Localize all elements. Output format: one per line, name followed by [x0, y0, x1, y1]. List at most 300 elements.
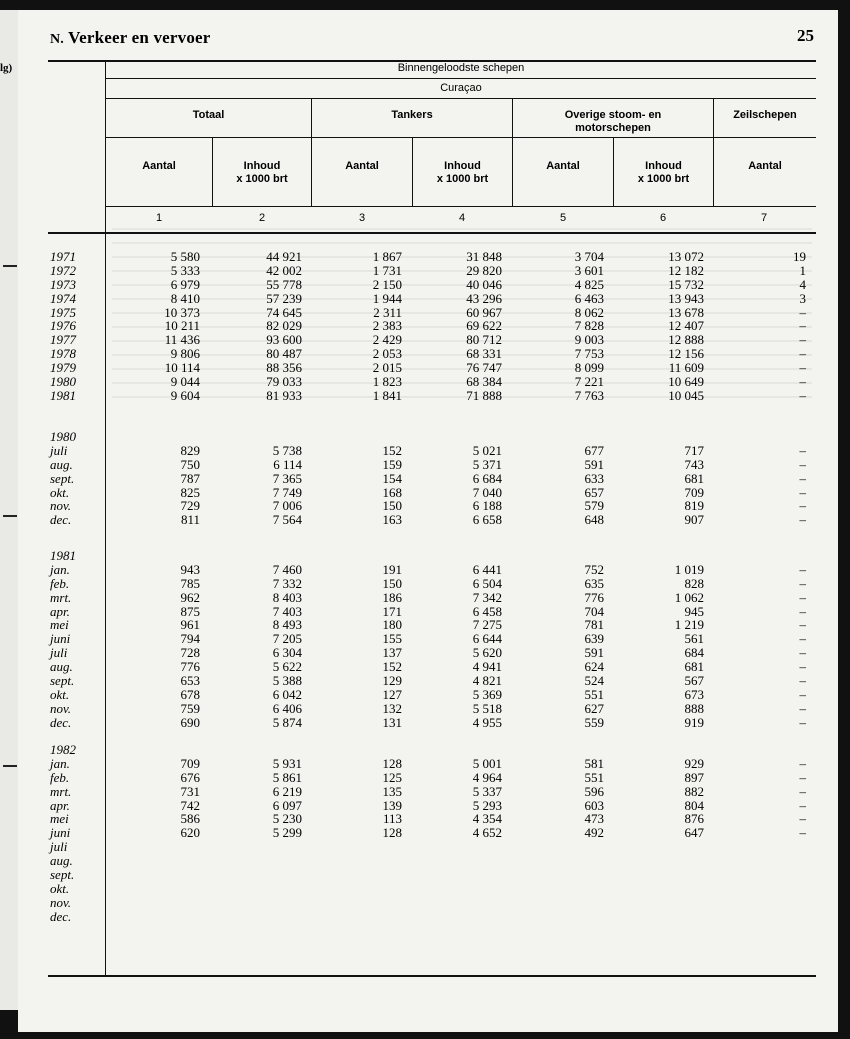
- table-cell: 2 429: [372, 332, 402, 348]
- table-cell: 9 806: [170, 346, 200, 362]
- table-cell: 6 463: [574, 290, 604, 306]
- table-cell: 781: [584, 617, 604, 633]
- table-cell: 551: [584, 686, 604, 702]
- table-cell: –: [799, 714, 806, 730]
- table-cell: 7 828: [574, 318, 604, 334]
- column-c3: [320, 563, 402, 730]
- table-cell: 71 888: [466, 387, 502, 403]
- table-cell: 150: [382, 575, 402, 591]
- table-cell: 6 458: [472, 603, 502, 619]
- table-cell: 2 383: [372, 318, 402, 334]
- inhoud-label: Inhoud: [243, 160, 281, 172]
- table-cell: –: [799, 498, 806, 514]
- table-cell: 8 403: [272, 589, 302, 605]
- table-cell: 129: [382, 673, 402, 689]
- table-cell: 6 504: [472, 575, 502, 591]
- row-label: nov.: [50, 894, 72, 910]
- table-cell: 76 747: [466, 360, 502, 376]
- column-c5: [520, 250, 604, 403]
- column-number: 1: [155, 212, 163, 224]
- row-label: juli: [50, 839, 68, 855]
- table-cell: 5 861: [272, 769, 302, 785]
- table-cell: 961: [180, 617, 200, 633]
- table-cell: 731: [180, 783, 200, 799]
- table-cell: –: [799, 360, 806, 376]
- table-cell: 31 848: [466, 249, 502, 264]
- inhoud-label: Inhoud: [444, 160, 481, 172]
- table-cell: 5 369: [472, 686, 502, 702]
- table-cell: 728: [180, 645, 200, 661]
- table-cell: 8 410: [170, 290, 200, 306]
- table-cell: 5 021: [472, 442, 502, 458]
- table-cell: 10 045: [668, 387, 704, 403]
- table-cell: –: [799, 673, 806, 689]
- table-cell: 648: [584, 512, 604, 528]
- table-cell: 8 493: [272, 617, 302, 633]
- column-c7: [720, 563, 806, 730]
- table-cell: 1 731: [372, 262, 402, 278]
- row-labels: [50, 549, 100, 730]
- row-label: juni: [50, 825, 71, 841]
- table-cell: 759: [180, 700, 200, 716]
- table-cell: 6 097: [272, 797, 302, 813]
- table-cell: –: [799, 561, 806, 577]
- row-label: okt.: [50, 686, 70, 702]
- table-cell: 492: [584, 825, 604, 841]
- table-cell: 6 114: [273, 456, 302, 472]
- table-cell: 787: [180, 470, 200, 486]
- table-cell: 819: [684, 498, 704, 514]
- group-overige: [513, 109, 713, 135]
- table-cell: 131: [382, 714, 402, 730]
- stub-divider: [105, 60, 106, 977]
- table-cell: 673: [684, 686, 704, 702]
- table-cell: 2 311: [373, 304, 402, 320]
- table-cell: 69 622: [466, 318, 502, 334]
- table-cell: 4: [799, 276, 806, 292]
- table-cell: 6 188: [472, 498, 502, 514]
- table-cell: 82 029: [266, 318, 302, 334]
- table-cell: 1 062: [674, 589, 704, 605]
- table-cell: –: [799, 659, 806, 675]
- column-c4: [420, 563, 502, 730]
- margin-text: lg): [0, 62, 13, 74]
- table-cell: 657: [584, 484, 604, 500]
- table-cell: 962: [180, 589, 200, 605]
- table-cell: 113: [382, 811, 402, 827]
- table-cell: 876: [684, 811, 704, 827]
- table-cell: 5 874: [272, 714, 302, 730]
- table-cell: –: [799, 617, 806, 633]
- table-cell: 704: [584, 603, 604, 619]
- table-cell: 888: [684, 700, 704, 716]
- row-label: jan.: [50, 561, 70, 577]
- table-cell: 717: [684, 442, 704, 458]
- table-cell: 5 371: [472, 456, 502, 472]
- table-cell: 559: [584, 714, 604, 730]
- table-cell: 13 943: [668, 290, 704, 306]
- subheader-aantal-3: Aantal: [345, 160, 379, 172]
- column-c2: [220, 444, 302, 527]
- table-cell: 7 365: [272, 470, 302, 486]
- table-cell: 154: [382, 470, 402, 486]
- row-label: juni: [50, 631, 71, 647]
- table-cell: 681: [684, 470, 704, 486]
- table-cell: –: [799, 470, 806, 486]
- column-c1: [120, 757, 200, 840]
- table-cell: 709: [180, 755, 200, 771]
- table-cell: 128: [382, 825, 402, 841]
- table-cell: 7 460: [272, 561, 302, 577]
- table-cell: 74 645: [266, 304, 302, 320]
- column-c5: [520, 563, 604, 730]
- table-cell: 929: [684, 755, 704, 771]
- column-number: 5: [559, 212, 567, 224]
- table-cell: 68 331: [466, 346, 502, 362]
- table-cell: 5 333: [170, 262, 200, 278]
- table-cell: –: [799, 346, 806, 362]
- table-cell: 907: [684, 512, 704, 528]
- table-cell: 12 407: [668, 318, 704, 334]
- table-cell: 690: [180, 714, 200, 730]
- column-c2: [220, 757, 302, 840]
- table-cell: 7 403: [272, 603, 302, 619]
- group-overige-line2: motorschepen: [575, 122, 651, 134]
- table-cell: 2 053: [372, 346, 402, 362]
- table-cell: –: [799, 442, 806, 458]
- table-cell: 729: [180, 498, 200, 514]
- table-cell: 579: [584, 498, 604, 514]
- table-cell: –: [799, 797, 806, 813]
- section-title-text: Verkeer en vervoer: [68, 28, 211, 47]
- table-cell: 79 033: [266, 374, 302, 390]
- row-label: dec.: [50, 714, 72, 730]
- row-label: apr.: [50, 603, 70, 619]
- table-cell: 7 221: [574, 374, 604, 390]
- row-label: nov.: [50, 700, 72, 716]
- row-label: apr.: [50, 797, 70, 813]
- table-cell: 639: [584, 631, 604, 647]
- table-cell: 473: [584, 811, 604, 827]
- table-cell: 5 299: [272, 825, 302, 841]
- table-cell: 10 649: [668, 374, 704, 390]
- table-cell: –: [799, 484, 806, 500]
- table-cell: 42 002: [266, 262, 302, 278]
- table-cell: 742: [180, 797, 200, 813]
- table-cell: 551: [584, 769, 604, 785]
- table-cell: 4 825: [574, 276, 604, 292]
- column-c6: [620, 250, 704, 403]
- table-cell: –: [799, 811, 806, 827]
- table-cell: 1 219: [674, 617, 704, 633]
- table-cell: 804: [684, 797, 704, 813]
- table-cell: 60 967: [466, 304, 502, 320]
- table-cell: 1 823: [372, 374, 402, 390]
- table-cell: 1 019: [674, 561, 704, 577]
- table-cell: 2 150: [372, 276, 402, 292]
- row-label: mei: [50, 617, 69, 633]
- table-cell: 13 072: [668, 249, 704, 264]
- section-letter: N.: [50, 32, 65, 47]
- table-cell: 1 841: [372, 387, 402, 403]
- subheader-aantal-7: Aantal: [748, 160, 782, 172]
- table-cell: 776: [180, 659, 200, 675]
- table-cell: 152: [382, 442, 402, 458]
- row-label: 1972: [50, 262, 76, 278]
- table-cell: 186: [382, 589, 402, 605]
- row-label: dec.: [50, 512, 72, 528]
- column-c1: [120, 444, 200, 527]
- group-totaal: Totaal: [192, 109, 225, 121]
- table-cell: 7 332: [272, 575, 302, 591]
- table-cell: –: [799, 456, 806, 472]
- row-label: 1981: [50, 548, 76, 563]
- table-cell: 7 753: [574, 346, 604, 362]
- table-cell: –: [799, 332, 806, 348]
- table-cell: 5 580: [170, 249, 200, 264]
- subheader-inhoud-2: [213, 160, 311, 186]
- table-cell: 5 388: [272, 673, 302, 689]
- table-cell: –: [799, 686, 806, 702]
- table-cell: 829: [180, 442, 200, 458]
- column-c1: [120, 563, 200, 730]
- subheader-inhoud-4: [413, 160, 512, 186]
- table-cell: –: [799, 700, 806, 716]
- table-cell: 5 230: [272, 811, 302, 827]
- table-cell: 3 601: [574, 262, 604, 278]
- table-cell: 561: [684, 631, 704, 647]
- table-cell: –: [799, 769, 806, 785]
- margin-dash: [3, 765, 17, 767]
- table-cell: 6 441: [472, 561, 502, 577]
- group-overige-line1: Overige stoom- en: [564, 109, 662, 121]
- table-cell: 7 564: [272, 512, 302, 528]
- table-cell: 139: [382, 797, 402, 813]
- table-cell: 55 778: [266, 276, 302, 292]
- table-cell: 5 518: [472, 700, 502, 716]
- table-cell: 633: [584, 470, 604, 486]
- table-cell: 681: [684, 659, 704, 675]
- row-label: sept.: [50, 673, 75, 689]
- table-cell: 919: [684, 714, 704, 730]
- table-cell: 57 239: [266, 290, 302, 306]
- column-c4: [420, 444, 502, 527]
- table-cell: –: [799, 374, 806, 390]
- table-cell: 128: [382, 755, 402, 771]
- column-c5: [520, 757, 604, 840]
- table-cell: 591: [584, 456, 604, 472]
- inhoud-unit: x 1000 brt: [637, 173, 690, 185]
- column-c7: [720, 444, 806, 527]
- table-cell: 1 944: [372, 290, 402, 306]
- row-labels: [50, 250, 100, 403]
- row-label: mrt.: [50, 589, 72, 605]
- table-cell: 676: [180, 769, 200, 785]
- row-label: 1973: [50, 276, 76, 292]
- table-cell: 125: [382, 769, 402, 785]
- column-c6: [620, 563, 704, 730]
- column-c2: [220, 563, 302, 730]
- table-cell: 171: [382, 603, 402, 619]
- bottom-rule: [48, 975, 816, 977]
- row-label: aug.: [50, 456, 73, 472]
- row-label: 1976: [50, 318, 76, 334]
- table-cell: 93 600: [266, 332, 302, 348]
- header-bottom-rule: [48, 232, 816, 234]
- row-label: 1971: [50, 249, 76, 264]
- row-labels: [50, 743, 100, 924]
- table-cell: 524: [584, 673, 604, 689]
- table-cell: 5 337: [472, 783, 502, 799]
- table-cell: 88 356: [266, 360, 302, 376]
- row-label: dec.: [50, 908, 72, 924]
- row-label: 1978: [50, 346, 76, 362]
- column-c5: [520, 444, 604, 527]
- row-label: juli: [50, 645, 68, 661]
- margin-dash: [3, 265, 17, 267]
- inhoud-label: Inhoud: [645, 160, 682, 172]
- table-cell: 6 406: [272, 700, 302, 716]
- table-cell: 1 867: [372, 249, 402, 264]
- table-cell: 7 040: [472, 484, 502, 500]
- table-cell: 180: [382, 617, 402, 633]
- table-cell: 6 304: [272, 645, 302, 661]
- row-label: sept.: [50, 867, 75, 883]
- table-cell: 40 046: [466, 276, 502, 292]
- table-cell: 7 275: [472, 617, 502, 633]
- table-cell: 6 644: [472, 631, 502, 647]
- table-cell: 9 003: [574, 332, 604, 348]
- table-cell: 6 042: [272, 686, 302, 702]
- row-label: 1975: [50, 304, 76, 320]
- table-cell: –: [799, 318, 806, 334]
- table-cell: –: [799, 512, 806, 528]
- table-cell: 4 955: [472, 714, 502, 730]
- column-c3: [320, 250, 402, 403]
- table-cell: –: [799, 589, 806, 605]
- table-cell: 677: [584, 442, 604, 458]
- table-cell: –: [799, 575, 806, 591]
- table-cell: 43 296: [466, 290, 502, 306]
- table-cell: 4 941: [472, 659, 502, 675]
- table-cell: 743: [684, 456, 704, 472]
- table-cell: 7 205: [272, 631, 302, 647]
- table-cell: 80 712: [466, 332, 502, 348]
- row-label: 1974: [50, 290, 76, 306]
- table-cell: 10 373: [164, 304, 200, 320]
- column-number: 3: [358, 212, 366, 224]
- row-label: feb.: [50, 575, 70, 591]
- table-cell: 6 219: [272, 783, 302, 799]
- table-cell: 5 620: [472, 645, 502, 661]
- row-label: 1981: [50, 387, 76, 403]
- table-cell: 5 293: [472, 797, 502, 813]
- table-cell: 159: [382, 456, 402, 472]
- table-cell: 591: [584, 645, 604, 661]
- table-cell: 137: [382, 645, 402, 661]
- table-cell: 11 436: [164, 332, 200, 348]
- column-c7: [720, 757, 806, 840]
- table-cell: 6 684: [472, 470, 502, 486]
- table-cell: 68 384: [466, 374, 502, 390]
- table-cell: 897: [684, 769, 704, 785]
- table-cell: 647: [684, 825, 704, 841]
- table-cell: 627: [584, 700, 604, 716]
- super-header: Binnengeloodste schepen: [397, 62, 525, 74]
- table-cell: 4 821: [472, 673, 502, 689]
- row-label: 1980: [50, 429, 76, 444]
- table-cell: 603: [584, 797, 604, 813]
- column-c1: [120, 250, 200, 403]
- row-label: 1982: [50, 742, 76, 757]
- table-cell: 152: [382, 659, 402, 675]
- table-cell: 4 354: [472, 811, 502, 827]
- table-cell: 150: [382, 498, 402, 514]
- table-cell: 709: [684, 484, 704, 500]
- table-cell: 8 062: [574, 304, 604, 320]
- row-label: 1977: [50, 332, 76, 348]
- subheader-aantal-1: Aantal: [142, 160, 176, 172]
- table-cell: 132: [382, 700, 402, 716]
- column-number: 6: [659, 212, 667, 224]
- table-cell: 6 979: [170, 276, 200, 292]
- row-label: aug.: [50, 853, 73, 869]
- row-label: okt.: [50, 880, 70, 896]
- column-c7: [720, 250, 806, 403]
- rule-under-super: [105, 78, 816, 79]
- column-c3: [320, 444, 402, 527]
- column-c6: [620, 757, 704, 840]
- table-cell: 10 211: [164, 318, 200, 334]
- table-cell: 19: [793, 249, 806, 264]
- table-cell: 9 044: [170, 374, 200, 390]
- table-cell: 825: [180, 484, 200, 500]
- table-cell: 135: [382, 783, 402, 799]
- table-cell: 945: [684, 603, 704, 619]
- row-label: nov.: [50, 498, 72, 514]
- table-cell: 191: [382, 561, 402, 577]
- table-cell: –: [799, 825, 806, 841]
- table-cell: 80 487: [266, 346, 302, 362]
- subheader-aantal-5: Aantal: [546, 160, 580, 172]
- table-cell: 4 964: [472, 769, 502, 785]
- row-label: sept.: [50, 470, 75, 486]
- table-cell: 875: [180, 603, 200, 619]
- table-cell: 828: [684, 575, 704, 591]
- table-cell: 5 622: [272, 659, 302, 675]
- column-c3: [320, 757, 402, 840]
- table-cell: 7 763: [574, 387, 604, 403]
- inhoud-unit: x 1000 brt: [436, 173, 489, 185]
- column-number: 2: [258, 212, 266, 224]
- table-cell: 29 820: [466, 262, 502, 278]
- column-c4: [420, 757, 502, 840]
- row-label: juli: [50, 442, 68, 458]
- table-cell: 943: [180, 561, 200, 577]
- table-cell: –: [799, 387, 806, 403]
- table-cell: 5 001: [472, 755, 502, 771]
- table-cell: 567: [684, 673, 704, 689]
- row-label: jan.: [50, 755, 70, 771]
- table-cell: 811: [180, 512, 200, 528]
- table-cell: –: [799, 603, 806, 619]
- table-cell: 7 342: [472, 589, 502, 605]
- rule-under-subheaders: [105, 206, 816, 207]
- table-cell: 81 933: [266, 387, 302, 403]
- table-cell: 8 099: [574, 360, 604, 376]
- table-cell: 4 652: [472, 825, 502, 841]
- table-cell: –: [799, 783, 806, 799]
